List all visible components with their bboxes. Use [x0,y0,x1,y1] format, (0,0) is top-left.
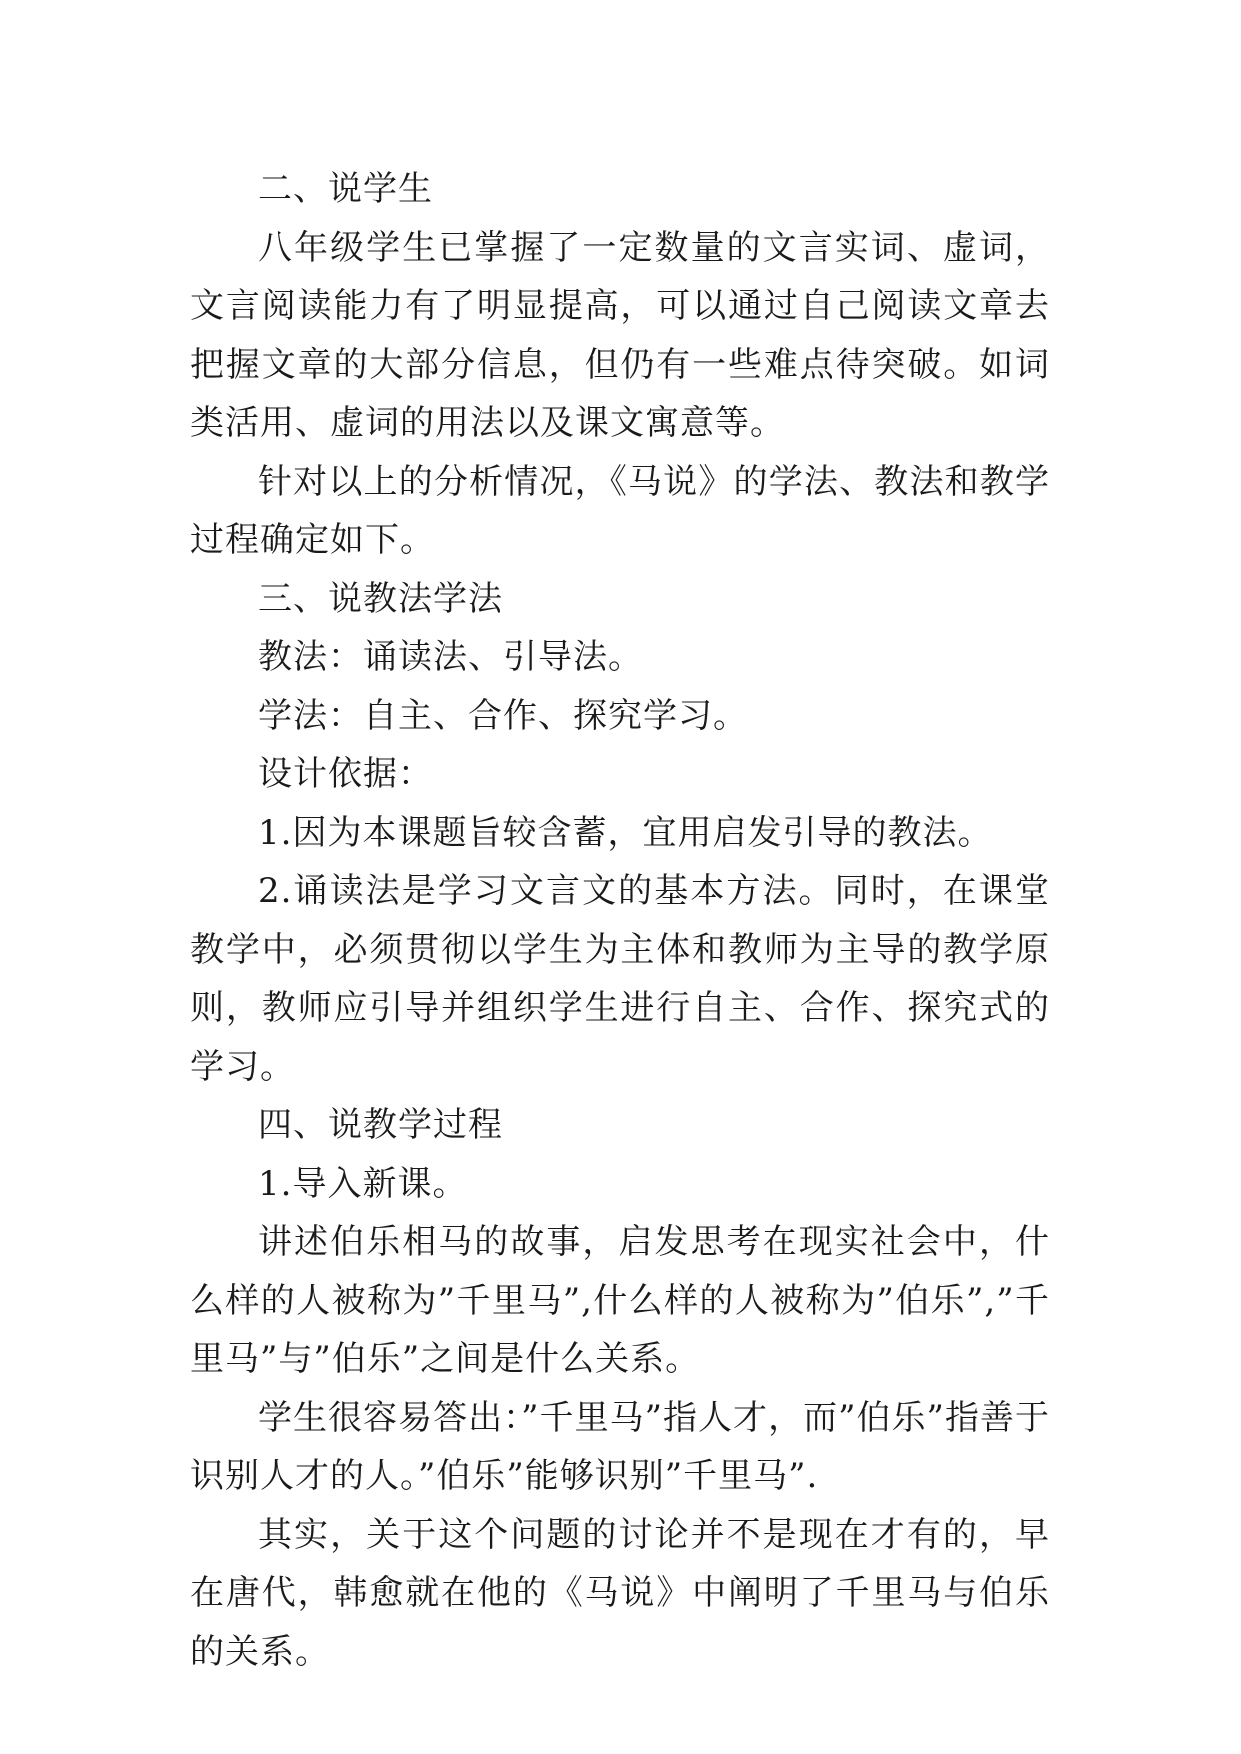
section-heading-methods: 三、说教法学法 [258,578,503,619]
document-page [190,160,1050,1681]
body-paragraph: 教法：诵读法、引导法。 [258,637,643,677]
list-item: 1.因为本课题旨较含蓄，宜用启发引导的教法。 [258,812,993,853]
body-paragraph: 设计依据： [258,754,433,794]
section-heading-students: 二、说学生 [258,169,433,209]
list-item: 1.导入新课。 [258,1163,468,1204]
body-paragraph: 针对以上的分析情况，《马说》的学法、教法和教学过程确定如下。 [190,461,1050,560]
body-paragraph: 学生很容易答出：”千里马”指人才，而”伯乐”指善于识别人才的人。”伯乐”能够识别”千里马”. [190,1397,1050,1496]
list-item: 2.诵读法是学习文言文的基本方法。同时，在课堂教学中，必须贯彻以学生为主体和教师为主导的教学原则，教师应引导并组织学生进行自主、合作、探究式的学习。 [190,871,1050,1087]
body-paragraph: 其实，关于这个问题的讨论并不是现在才有的，早在唐代，韩愈就在他的《马说》中阐明了千里马与伯乐的关系。 [190,1514,1050,1672]
section-heading-process: 四、说教学过程 [258,1105,503,1145]
body-paragraph: 八年级学生已掌握了一定数量的文言实词、虚词，文言阅读能力有了明显提高，可以通过自己阅读文章去把握文章的大部分信息，但仍有一些难点待突破。如词类活用、虚词的用法以及课文寓意等。 [190,227,1050,443]
body-paragraph: 讲述伯乐相马的故事，启发思考在现实社会中，什么样的人被称为”千里马”,什么样的人被称为”伯乐”,”千里马”与”伯乐”之间是什么关系。 [190,1222,1050,1379]
body-paragraph: 学法：自主、合作、探究学习。 [258,695,748,736]
